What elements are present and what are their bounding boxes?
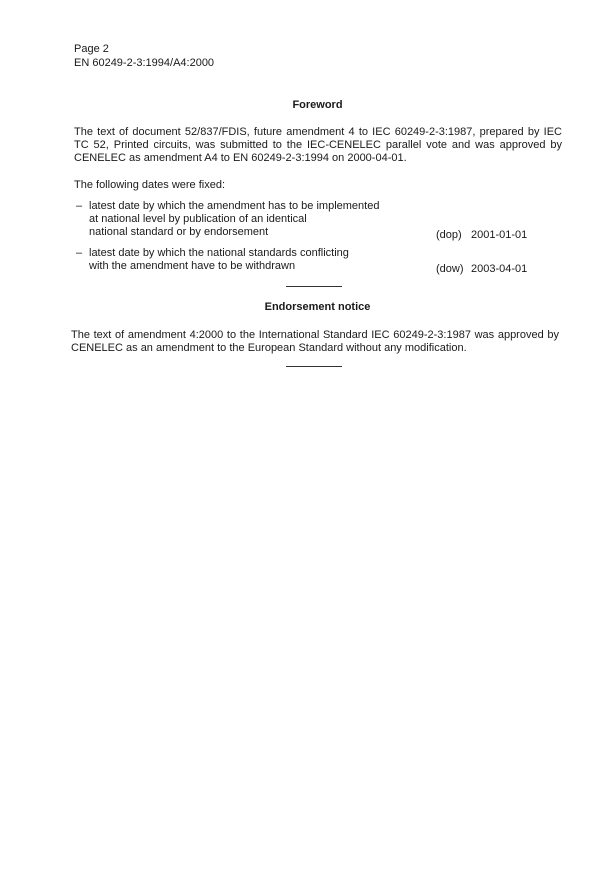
section-divider xyxy=(286,286,342,287)
date-description-line: at national level by publication of an identical xyxy=(89,213,307,225)
page-header xyxy=(74,42,214,70)
document-identifier: EN 60249-2-3:1994/A4:2000 xyxy=(74,57,215,69)
date-description-line: latest date by which the national standards conflicting xyxy=(89,247,349,259)
section-divider xyxy=(286,366,342,367)
date-description-line: national standard or by endorsement xyxy=(89,226,269,238)
date-description-line: with the amendment have to be withdrawn xyxy=(89,260,296,272)
dates-intro-text: The following dates were fixed: xyxy=(74,179,226,191)
date-value: 2001-01-01 xyxy=(471,229,528,241)
date-abbreviation: (dop) xyxy=(436,229,462,241)
foreword-heading: Foreword xyxy=(292,99,343,111)
page-number: Page 2 xyxy=(74,43,109,55)
date-value: 2003-04-01 xyxy=(471,263,528,275)
foreword-paragraph: The text of document 52/837/FDIS, future amendment 4 to IEC 60249-2-3:1987, prepared by IEC TC 52, Printed circuits, was submitted to the IEC-CENELEC parallel vote and was approved by CENELEC as amendment A4 to EN 60249-2-3:1994 on 2000-04-01. xyxy=(74,126,562,164)
list-dash: – xyxy=(76,200,83,212)
date-item-dop xyxy=(76,200,538,242)
date-description-line: latest date by which the amendment has to be implemented xyxy=(89,200,380,212)
date-abbreviation: (dow) xyxy=(436,263,464,275)
date-description xyxy=(89,200,429,239)
date-description xyxy=(89,247,429,273)
endorsement-heading: Endorsement notice xyxy=(264,301,371,313)
date-item-dow xyxy=(76,247,538,277)
list-dash: – xyxy=(76,247,83,259)
endorsement-paragraph: The text of amendment 4:2000 to the International Standard IEC 60249-2-3:1987 was approved by CENELEC as an amendment to the European Standard without any modification. xyxy=(71,329,559,354)
